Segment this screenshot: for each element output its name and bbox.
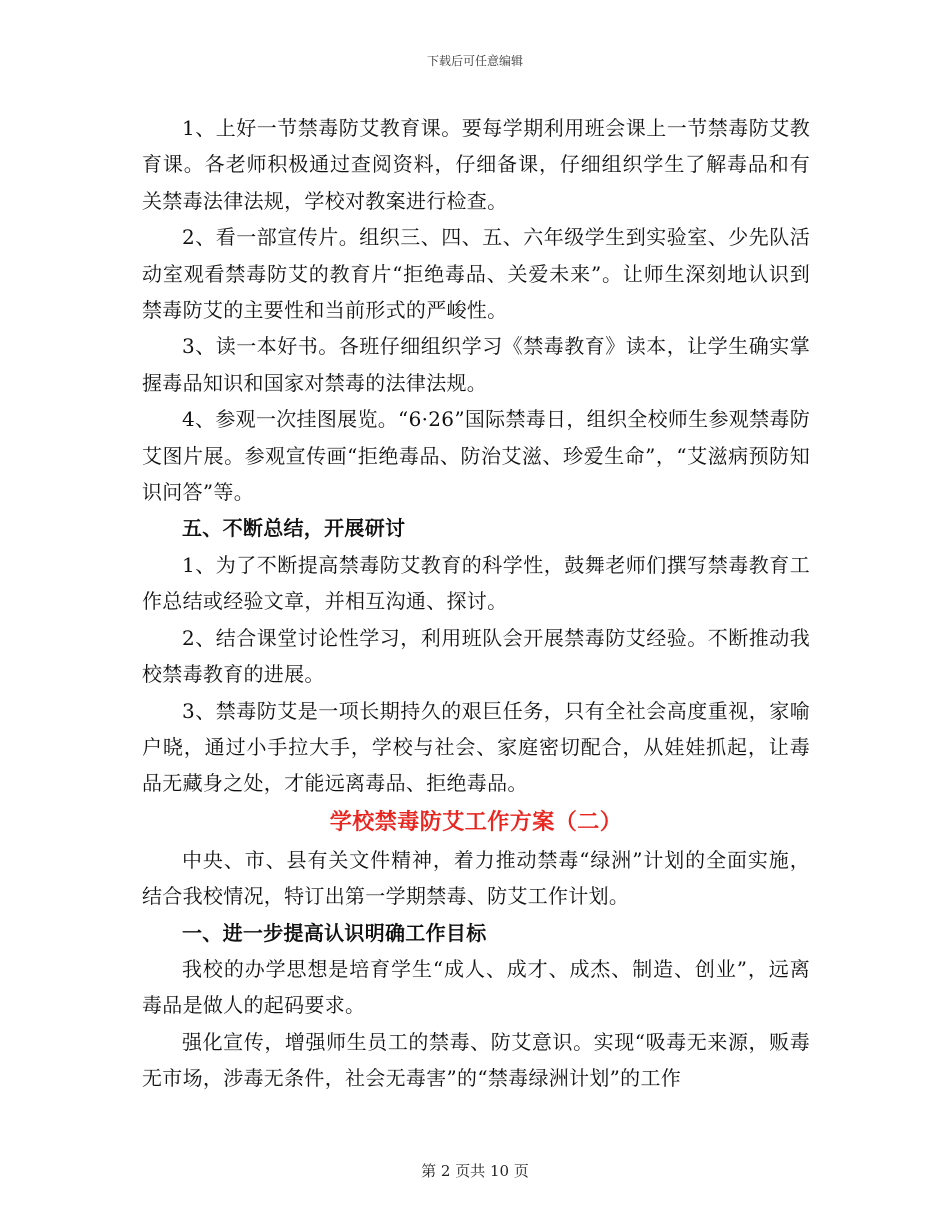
section-heading-five: 五、不断总结，开展研讨	[182, 516, 406, 541]
document-body	[142, 110, 810, 1097]
paragraph-item-4: 4、参观一次挂图展览。“6·26”国际禁毒日，组织全校师生参观禁毒防艾图片展。参观宣传画“拒绝毒品、防治艾滋、珍爱生命”，“艾滋病预防知识问答”等。	[142, 407, 810, 505]
paragraph-summary-3: 3、禁毒防艾是一项长期持久的艰巨任务，只有全社会高度重视，家喻户晓，通过小手拉大手，学校与社会、家庭密切配合，从娃娃抓起，让毒品无藏身之处，才能远离毒品、拒绝毒品。	[142, 698, 810, 796]
paragraph-item-2: 2、看一部宣传片。组织三、四、五、六年级学生到实验室、少先队活动室观看禁毒防艾的教育片“拒绝毒品、关爱未来”。让师生深刻地认识到禁毒防艾的主要性和当前形式的严峻性。	[142, 225, 810, 323]
paragraph-propaganda: 强化宣传，增强师生员工的禁毒、防艾意识。实现“吸毒无来源，贩毒无市场，涉毒无条件，社会无毒害”的“禁毒绿洲计划”的工作	[142, 1029, 810, 1091]
paragraph-philosophy: 我校的办学思想是培育学生“成人、成才、成杰、制造、创业”，远离毒品是做人的起码要求。	[142, 956, 810, 1018]
paragraph-item-1: 1、上好一节禁毒防艾教育课。要每学期利用班会课上一节禁毒防艾教育课。各老师积极通过查阅资料，仔细备课，仔细组织学生了解毒品和有关禁毒法律法规，学校对教案进行检查。	[142, 116, 810, 213]
paragraph-summary-1: 1、为了不断提高禁毒防艾教育的科学性，鼓舞老师们撰写禁毒教育工作总结或经验文章，并相互沟通、探讨。	[142, 552, 810, 614]
page-footer: 第 2 页共 10 页	[421, 1162, 529, 1180]
paragraph-intro: 中央、市、县有关文件精神，着力推动禁毒“绿洲”计划的全面实施，结合我校情况，特订出第一学期禁毒、防艾工作计划。	[142, 847, 810, 909]
document-title: 学校禁毒防艾工作方案（二）	[329, 808, 623, 835]
section-heading-one: 一、进一步提高认识明确工作目标	[182, 920, 487, 945]
page-header: 下载后可任意编辑	[426, 54, 523, 68]
paragraph-summary-2: 2、结合课堂讨论性学习，利用班队会开展禁毒防艾经验。不断推动我校禁毒教育的进展。	[142, 625, 810, 687]
paragraph-item-3: 3、读一本好书。各班仔细组织学习《禁毒教育》读本，让学生确实掌握毒品知识和国家对禁毒的法律法规。	[142, 334, 810, 395]
